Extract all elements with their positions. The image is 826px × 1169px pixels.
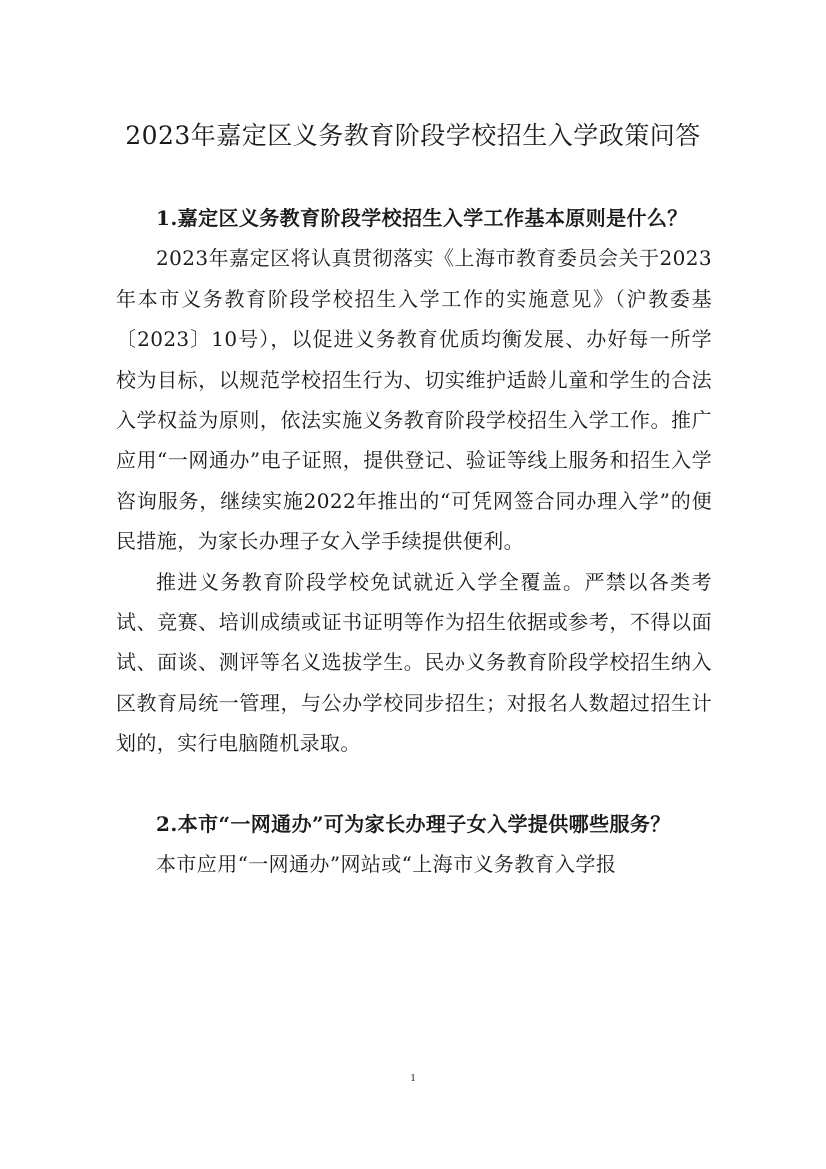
question-heading: 1.嘉定区义务教育阶段学校招生入学工作基本原则是什么？ — [156, 206, 688, 230]
qa-section-1 — [116, 198, 712, 764]
section-spacer — [116, 764, 712, 804]
answer-paragraph: 2023年嘉定区将认真贯彻落实《上海市教育委员会关于2023年本市义务教育阶段学校招生入学工作的实施意见》（沪教委基〔2023〕10号），以促进义务教育优质均衡发展、办好每一所学校为目标，以规范学校招生行为、切实维护适龄儿童和学生的合法入学权益为原则，依法实施义务教育阶段学校招生入学工作。推广应用“一网通办”电子证照，提供登记、验证等线上服务和招生入学咨询服务，继续实施2022年推出的“可凭网签合同办理入学”的便民措施，为家长办理子女入学手续提供便利。 — [116, 246, 712, 554]
answer-paragraph: 本市应用“一网通办”网站或“上海市义务教育入学报 — [156, 852, 617, 877]
document-body — [116, 198, 712, 885]
page-number: 1 — [410, 1072, 416, 1084]
document-title: 2023年嘉定区义务教育阶段学校招生入学政策问答 — [125, 121, 701, 150]
qa-section-2 — [116, 804, 712, 885]
answer-paragraph: 推进义务教育阶段学校免试就近入学全覆盖。严禁以各类考试、竞赛、培训成绩或证书证明等作为招生依据或参考，不得以面试、面谈、测评等名义选拔学生。民办义务教育阶段学校招生纳入区教育局统一管理，与公办学校同步招生；对报名人数超过招生计划的，实行电脑随机录取。 — [116, 569, 712, 756]
question-heading: 2.本市“一网通办”可为家长办理子女入学提供哪些服务？ — [156, 811, 671, 836]
